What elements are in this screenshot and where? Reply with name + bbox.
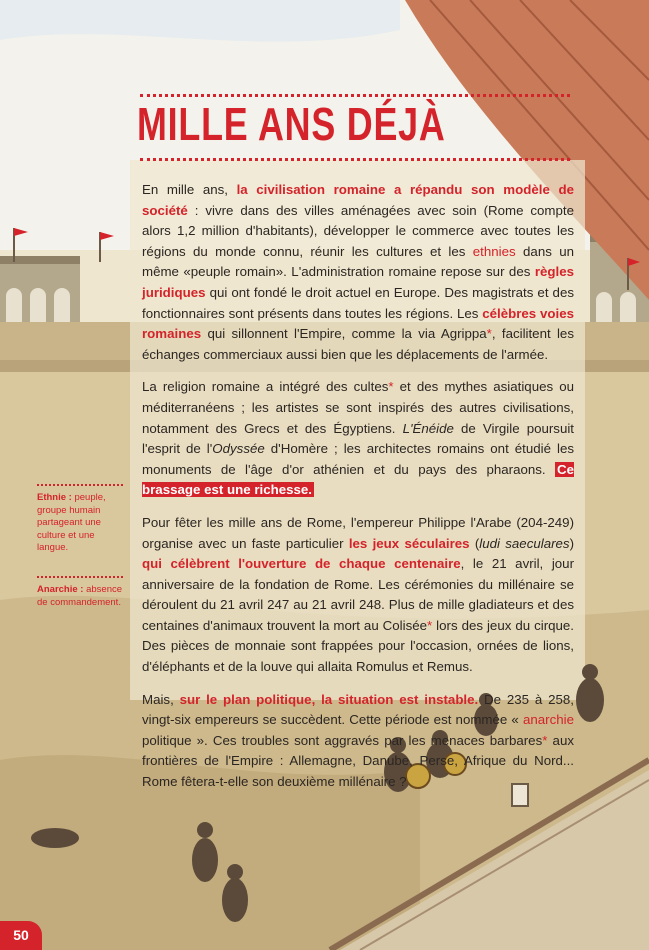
asterisk-marker: * xyxy=(427,617,433,633)
asterisk-marker: * xyxy=(542,732,548,748)
glossary-rule xyxy=(37,576,123,578)
glossary-term-anarchie: anarchie xyxy=(522,712,574,728)
paragraph-religion: La religion romaine a intégré des cultes* et des mythes asiatiques ou méditerranéens ; les artistes se sont inspirés des autres civilisations, notamment des Grecs et des Égyptiens. L'Énéide de Virgile poursuit l'esprit de l'Odyssée d'Homère ; les architectes romains ont étudié les monuments de l'âge d'or athénien et du pays des pharaons. Ce brassage est une richesse. xyxy=(142,379,575,498)
title-rule-bottom xyxy=(140,158,570,161)
paragraph-jeux: Pour fêter les mille ans de Rome, l'empereur Philippe l'Arabe (204-249) organise avec un faste particulier les jeux séculaires (ludi saeculares) qui célèbrent l'ouverture de chaque centenaire, le 21 avril, jour anniversaire de la fondation de Rome. Les cérémonies du millénaire se déroulent du 21 avril 247 au 21 avril 248. Plus de mille gladiateurs et des centaines d'animaux trouvent la mort au Colisée* lors des jeux du cirque. Des pièces de monnaie sont frappées pour l'occasion, ornées de lions, d'éléphants et de la louve qui allaita Romulus et Remus. xyxy=(142,514,574,675)
glossary-ethnie: Ethnie : peuple, groupe humain partageant une culture et une langue. xyxy=(37,492,106,553)
highlight-brassage: Ce brassage est une richesse. xyxy=(142,461,574,498)
paragraph-politique: Mais, sur le plan politique, la situation est instable. De 235 à 258, vingt-six empereurs se succèdent. Cette période est nommée « anarchie politique ». Ces troubles sont aggravés par les menaces barbares* aux frontières de l'Empire : Allemagne, Danube, Perse, Afrique du Nord... Rome fêtera-t-elle son deuxième millénaire ? xyxy=(142,691,574,790)
arena-wall-left xyxy=(0,256,80,322)
main-text xyxy=(142,180,574,805)
page-title: MILLE ANS DÉJÀ xyxy=(137,98,446,150)
paragraph-civilisation: En mille ans, la civilisation romaine a répandu son modèle de société : vivre dans des villes aménagées avec soin (Rome compte alors 1,2 million d'habitants), développer le commerce avec toutes les régions du monde connu, réunir les cultures et les ethnies dans un même «peuple romain». L'administration romaine repose sur des règles juridiques qui ont fondé le droit actuel en Europe. Des magistrats et des fonctionnaires sont présents dans toutes les régions. Les célèbres voies romaines qui sillonnent l'Empire, comme la via Agrippa*, facilitent les échanges commerciaux aussi bien que les déplacements de l'armée. xyxy=(142,182,574,362)
asterisk-marker: * xyxy=(486,326,492,342)
asterisk-marker: * xyxy=(388,379,394,395)
glossary-anarchie: Anarchie : absence de commandement. xyxy=(37,584,123,608)
page-number: 50 xyxy=(0,921,42,950)
glossary-rule xyxy=(37,484,123,486)
glossary-term-ethnies: ethnies xyxy=(472,243,516,259)
